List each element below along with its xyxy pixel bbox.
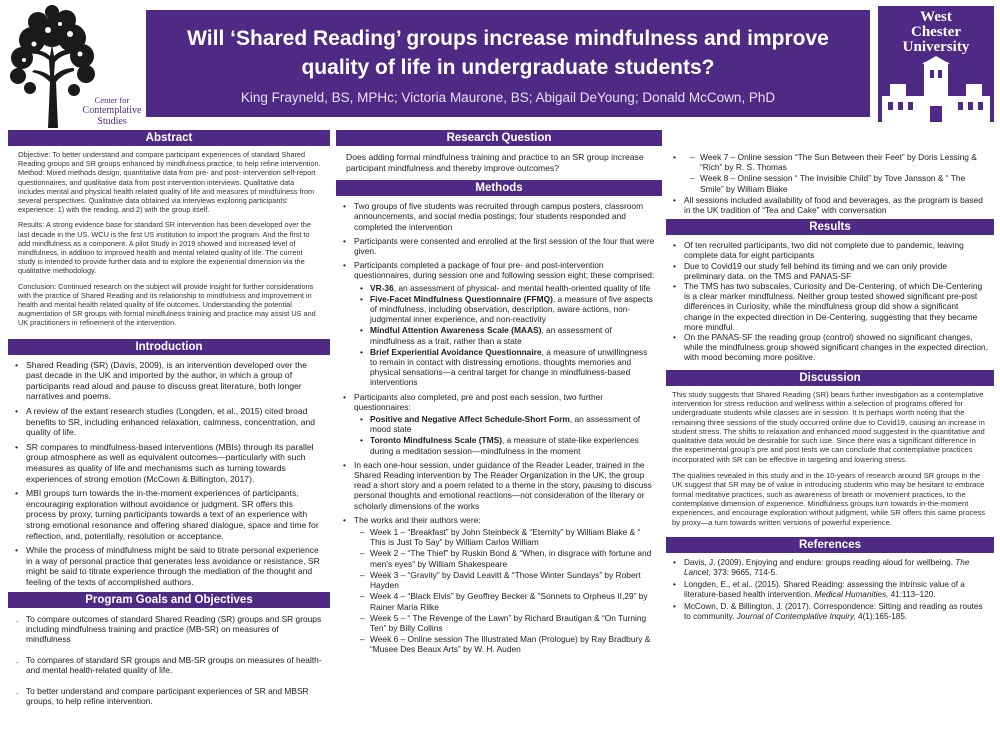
reference-item: [670, 558, 988, 578]
week-item: – Week 3 – “Gravity” by David Leavitt & “Those Winter Sundays” by Robert Hayden: [358, 570, 656, 590]
questionnaire-desc: , a measure of state-like experiences during a meditation session—mindfulness in the moment: [370, 435, 639, 456]
week-item: – Week 6 – Online session The Illustrated Man (Prologue) by Ray Bradbury & “Musee Des Beaux Arts” by W. H. Auden: [358, 634, 656, 654]
questionnaire-desc: , an assessment of mindfulness as a trait, rather than a state: [370, 325, 612, 346]
questionnaire-desc: , an assessment of physical- and mental health-oriented quality of life: [393, 282, 651, 293]
questionnaire-name: Five-Facet Mindfulness Questionnaire (FFMQ): [370, 293, 553, 304]
results-list: [666, 235, 994, 362]
questionnaire-name: Positive and Negative Affect Schedule-Short Form: [370, 414, 570, 425]
week-item: – • Week 7 – Online session “The Sun Between their Feet” by Doris Lessing & “Rich” by R. S. Thomas: [688, 152, 988, 172]
list-item: . To compares of standard SR groups and MB-SR groups on measures of health- and mental health-related quality of life.: [12, 655, 324, 676]
middle-column: [336, 130, 662, 659]
questionnaire-name: VR-36: [370, 282, 394, 293]
research-question-heading: Research Question: [336, 130, 662, 146]
list-item: • Shared Reading (SR) (Davis, 2009), is an intervention developed over the past decade in the UK and imported by the author, in which a group of participants read aloud and pause to discuss great literature, both longer narratives and poems.: [12, 360, 324, 402]
weekly-readings-list: [354, 527, 656, 654]
weekly-readings-list: [684, 152, 988, 194]
discussion-heading: Discussion: [666, 370, 994, 386]
list-item: • Of ten recruited participants, two did not complete due to pandemic, leaving complete data for eight participants: [670, 240, 988, 260]
questionnaire-name: Brief Experiential Avoidance Questionnaire: [370, 346, 542, 357]
reference-text: 373: 9665, 714-5.: [710, 567, 778, 577]
week-item: – Week 1 – “Breakfast” by John Steinbeck & “Eternity” by William Blake & “ This is Just To Say” by William Carlos William: [358, 527, 656, 547]
logo-line: Studies: [97, 116, 127, 127]
sub-list-item: [358, 325, 656, 345]
methods-continued-list: [666, 152, 994, 215]
list-item: [340, 392, 656, 456]
questionnaire-list: [354, 414, 656, 456]
week-item: – Week 8 – Online session “ The Invisible Child” by Tove Jansson & “ The Smile” by William Blake: [688, 173, 988, 193]
reference-item: [670, 580, 988, 600]
sub-list-item: [358, 283, 656, 293]
west-chester-university-logo: [878, 6, 994, 122]
list-item: [340, 515, 656, 655]
reference-item: [670, 602, 988, 622]
list-item: [340, 260, 656, 387]
building-icon: [878, 56, 994, 122]
left-column: [8, 130, 330, 716]
week-item: – Week 4 – “Black Elvis” by Geoffrey Becker & “Sonnets to Orpheus II,29” by Rainer Maria Rilke: [358, 591, 656, 611]
logo-line: Contemplative: [82, 105, 142, 116]
list-item: • SR compares to mindfulness-based interventions (MBIs) through its parallel group atmosphere as well as equivalent outcomes—particularly with such measures as quality of life and mechanisms such as turning towards experiences of strong emotion (McCown & Billington, 2017).: [12, 442, 324, 484]
reference-text: 41:113–120.: [888, 589, 936, 599]
list-item-text: The works and their authors were:: [354, 514, 481, 525]
author-list: King Frayneld, BS, MPHc; Victoria Maurone, BS; Abigail DeYoung; Donald McCown, PhD: [240, 90, 776, 105]
questionnaire-name: Toronto Mindfulness Scale (TMS): [370, 435, 502, 446]
discussion-paragraph: The qualities revealed in this study and in the 10-years of research around SR groups in the UK suggest that SR may be of value in introducing students who may be hesitant to embrace formal meditative practices, such as awareness of breath or movement practices, to the contemplative dimension of experience. Mindfulness groups turn towards in-the-moment experiences, and encourage exploration without judgment, while SR offers this same process by proxy—a turn towards written versions of powerful experience.: [672, 471, 986, 527]
list-item: • All sessions included availability of food and beverages, as the program is based in the UK tradition of “Tea and Cake” with conversation: [670, 195, 988, 215]
introduction-heading: Introduction: [8, 339, 330, 355]
references-heading: References: [666, 537, 994, 553]
week-item: – Week 5 – “ The Revenge of the Lawn” by Richard Brautigan & “On Turning Ten” by Billy Collins: [358, 613, 656, 633]
research-question-text: Does adding formal mindfulness training and practice to an SR group increase participant mindfulness and thereby improve outcomes?: [346, 152, 644, 173]
list-item: • MBI groups turn towards the in-the-moment experiences of participants, encouraging exploration without avoidance or judgment. SR offers this process by proxy, turning participants towards a text of an experience with strong emotional resonance and offering shared dialogue, space and time for reflection, and, potentially, resolution or acceptance.: [12, 488, 324, 541]
discussion-paragraph: This study suggests that Shared Reading (SR) bears further investigation as a contemplative intervention for stress reduction and wellness within a selection of programs offered for undergraduate students while classes are in session. It is perhaps worth noting that the remaining three sessions of the study occurred online due to Covid19, causing an increase in student stress. The shifts to relaxation and enhanced mood suggested in the quantitative and qualitative data would be desirable for such use. Since there was a significant difference in the experimental group’s pre and post tests we can conclude that contemplative practices incorporated with SR can be effective in targeting and lowering stress.: [672, 389, 985, 464]
methods-heading: Methods: [336, 180, 662, 196]
list-item: . To better understand and compare participant experiences of SR and MBSR groups, to help refine intervention.: [12, 686, 324, 707]
sub-list-item: [358, 435, 656, 455]
contemplative-studies-logo: [4, 4, 142, 128]
abstract-objective: Objective: To better understand and compare participant experiences of standard Shared Reading groups and SR groups enhanced by mindfulness practice, to help refine intervention. Method: Mixed methods design, quantitative data from pre- and post- intervention self-report questionnaires, and qualitative data from post intervention interviews. Qualitative data includes mental and physical health related quality of life and measures of mindfulness from several perspectives. Qualitative data obtained via interviews exploring participants' experience: 1) with the reading, and 2) with the group itself.: [18, 150, 321, 215]
poster-title: [146, 24, 870, 82]
reference-text: McCown, D. & Billington, J. (2017). Correspondence: Sitting and reading as routes to community.: [684, 601, 983, 621]
reference-journal: Journal of Contemplative Inquiry,: [736, 611, 856, 621]
contemplative-studies-logo-text: [82, 96, 142, 127]
week-item: – Week 2 – “The Thief” by Ruskin Bond & “When, in disgrace with fortune and men’s eyes” by William Shakespeare: [358, 548, 656, 568]
list-item: • In each one-hour session, under guidance of the Reader Leader, trained in the Shared Reading intervention by The Reader Organization in the UK, the group read a short story and a poem related to a theme in the story, pausing to discuss personal thoughts and emotional reactions—not consideration of the literary or scholarly dimensions of the works: [340, 460, 656, 511]
list-item: • On the PANAS-SF the reading group (control) showed no significant changes, while the mindfulness group showed significant changes in the expected direction, with mood becoming more positive.: [670, 332, 988, 363]
reference-journal: The Lancet,: [684, 557, 970, 577]
sub-list-item: [358, 347, 656, 388]
sub-list-item: [358, 294, 656, 325]
logo-line: University: [902, 39, 970, 55]
list-item: • Two groups of five students was recruited through campus posters, classroom announcements, and social media postings; four students responded and completed the intervention: [340, 201, 656, 232]
questionnaire-desc: , a measure of five aspects of mindfulness, including observation, description, aware actions, non-judgmental inner experience, and non-reactivity: [370, 293, 653, 325]
title-banner: [146, 10, 870, 117]
logo-line: Center for: [94, 95, 130, 105]
list-item: • A review of the extant research studies (Longden, et al., 2015) cited broad benefits to SR, including enhanced relaxation, calmness, concentration, and quality of life.: [12, 406, 324, 438]
list-item: • Participants were consented and enrolled at the first session of the four that were given.: [340, 236, 656, 256]
poster-title-line: Will ‘Shared Reading’ groups increase mindfulness and improve: [187, 27, 829, 50]
poster-title-line: quality of life in undergraduate students?: [301, 56, 715, 79]
poster-header: [0, 0, 1000, 127]
introduction-list: [8, 355, 330, 588]
list-item: [670, 152, 988, 194]
logo-line: West: [920, 9, 952, 25]
abstract-results: Results: A strong evidence base for standard SR intervention has been developed over the last decade in the US. WCU is the first US institution to import the program. And the first to add mindfulness as a component. A pilot Study in 2019 showed and increased level of mindfulness, in addition to improved health and mental related quality of life. The current study is intended to provide further data and to explore the experiential dimension via the qualitative methodology.: [18, 220, 311, 276]
list-item-text: Participants also completed, pre and post each session, two further questionnaires:: [354, 391, 604, 412]
reference-text: Davis, J. (2009). Enjoying and endure: groups reading aloud for wellbeing.: [684, 557, 956, 567]
abstract-heading: Abstract: [8, 130, 330, 146]
wcu-wordmark: [878, 10, 994, 55]
goals-heading: Program Goals and Objectives: [8, 592, 330, 608]
reference-journal: Medical Humanities,: [814, 589, 889, 599]
references-list: [666, 553, 994, 622]
logo-line: Chester: [911, 24, 961, 40]
methods-list: [336, 196, 662, 654]
goals-list: [8, 608, 330, 707]
list-item: • While the process of mindfulness might be said to titrate personal experience in a way of personal practice that generates less avoidance or resistance, SR might be said to titrate experience through the mediation of the thought and feeling of the texts of accomplished authors.: [12, 545, 324, 587]
list-item-text: Participants completed a package of four pre- and post-intervention questionnaires, during session one and following session eight; these comprised:: [354, 260, 655, 281]
sub-list-item: [358, 414, 656, 434]
questionnaire-desc: , an assessment of mood state: [370, 414, 641, 435]
questionnaire-list: [354, 283, 656, 388]
list-item: • The TMS has two subscales, Curiosity and De-Centering, of which De-Centering is a clear marker mindfulness. Neither group tested showed significant pre-post differences in Curiosity, while the mindfulness group did show a significant change in the expected direction in De-Centering, suggesting that they became more mindful.: [670, 281, 988, 332]
questionnaire-name: Mindful Attention Awareness Scale (MAAS): [370, 325, 542, 336]
list-item: • Due to Covid19 our study fell behind its timing and we can only provide preliminary data. on the TMS and PANAS-SF: [670, 261, 988, 281]
reference-text: 4(1):165-185.: [855, 611, 908, 621]
abstract-conclusion: Conclusion: Continued research on the subject will provide insight for further considerations with the practice of Shared Reading and its relationship to mindfulness and improvement in health and mental health related quality of life outcomes. Understanding the potential augmentation of SR groups with formal mindfulness training and practice may assist US and UK practitioners in refinement of the intervention.: [18, 281, 316, 328]
questionnaire-desc: , a measure of unwillingness to remain in contact with distressing emotions, thoughts memories and physical sensations—a central target for change in mindfulness-based interventions: [370, 346, 648, 388]
results-heading: Results: [666, 219, 994, 235]
list-item: . To compare outcomes of standard Shared Reading (SR) groups and SR groups including mindfulness training and practice (MB-SR) on measures of mindfulness: [12, 614, 324, 645]
reference-text: Longden, E., et al.. (2015). Shared Reading: assessing the intrinsic value of a literature-based health intervention.: [684, 579, 965, 599]
right-column: [666, 152, 994, 624]
